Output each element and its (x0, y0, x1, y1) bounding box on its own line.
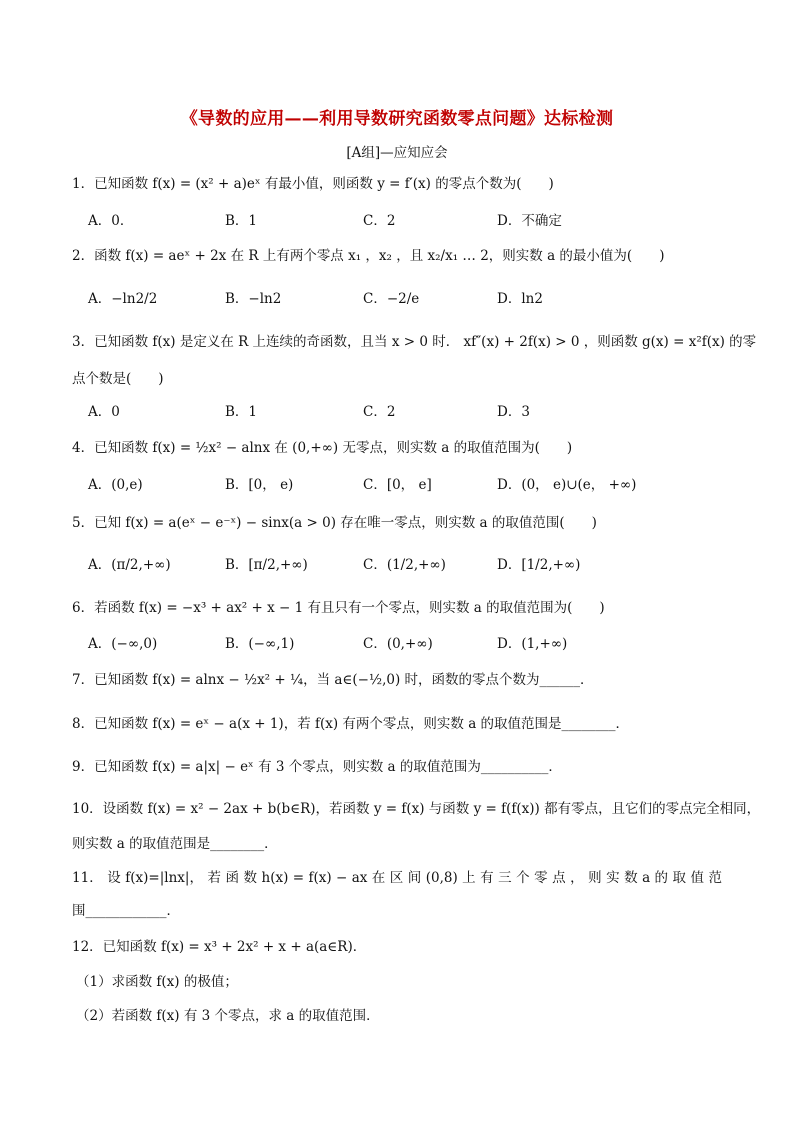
q4-option-a: A．(0,e) (88, 477, 143, 493)
group-label: [A组]—应知应会 (346, 145, 448, 161)
question-11: 11． 设 f(x)=|lnx|， 若 函 数 h(x) = f(x) − ax 在 区 间 (0,8) 上 有 三 个 零 点 ， 则 实 数 a 的 取 值 范 (72, 870, 722, 886)
question-10: 10．设函数 f(x) = x² − 2ax + b(b∈R)，若函数 y = f(x) 与函数 y = f(f(x)) 都有零点，且它们的零点完全相同， (72, 801, 761, 817)
q6-option-c: C．(0,+∞) (363, 636, 433, 652)
question-12-part-2: （2）若函数 f(x) 有 3 个零点，求 a 的取值范围． (76, 1008, 380, 1024)
q2-option-a: A．−ln2/2 (88, 291, 158, 307)
question-12: 12．已知函数 f(x) = x³ + 2x² + x + a(a∈R)． (72, 939, 367, 955)
q5-option-c: C．(1/2,+∞) (363, 557, 446, 573)
q4-option-c: C．[0， e] (363, 477, 432, 493)
q2-option-d: D．ln2 (497, 291, 543, 307)
q5-option-a: A．(π/2,+∞) (88, 557, 171, 573)
q4-option-d: D．(0， e)∪(e， +∞) (497, 477, 637, 493)
question-12-part-1: （1）求函数 f(x) 的极值； (76, 974, 238, 990)
question-5: 5．已知 f(x) = a(eˣ − e⁻ˣ) − sinx(a > 0) 存在唯一零点，则实数 a 的取值范围( ) (72, 515, 597, 531)
question-2: 2．函数 f(x) = aeˣ + 2x 在 R 上有两个零点 x₁ ，x₂ ，且 x₂/x₁ … 2，则实数 a 的最小值为( ) (72, 248, 665, 264)
q6-option-b: B．(−∞,1) (225, 636, 295, 652)
q1-option-d: D．不确定 (497, 213, 562, 229)
q3-option-a: A．0 (88, 404, 120, 420)
question-8: 8．已知函数 f(x) = eˣ − a(x + 1)，若 f(x) 有两个零点，则实数 a 的取值范围是________． (72, 716, 630, 732)
page-title: 《导数的应用——利用导数研究函数零点问题》达标检测 (180, 109, 614, 129)
question-3-cont: 点个数是( ) (72, 371, 164, 387)
q3-option-b: B．1 (225, 404, 258, 420)
q3-option-d: D．3 (497, 404, 530, 420)
q6-option-d: D．(1,+∞) (497, 636, 568, 652)
question-1: 1．已知函数 f(x) = (x² + a)eˣ 有最小值，则函数 y = f′(x) 的零点个数为( ) (72, 176, 554, 192)
q2-option-c: C．−2/e (363, 291, 420, 307)
q4-option-b: B．[0， e) (225, 477, 294, 493)
q1-option-a: A．0． (88, 213, 134, 229)
q5-option-d: D．[1/2,+∞) (497, 557, 581, 573)
q5-option-b: B．[π/2,+∞) (225, 557, 308, 573)
question-6: 6．若函数 f(x) = −x³ + ax² + x − 1 有且只有一个零点，则实数 a 的取值范围为( ) (72, 600, 605, 616)
question-10-cont: 则实数 a 的取值范围是________． (72, 836, 278, 852)
question-9: 9．已知函数 f(x) = a|x| − eˣ 有 3 个零点，则实数 a 的取值范围为__________． (72, 759, 562, 775)
q3-option-c: C．2 (363, 404, 396, 420)
question-7: 7．已知函数 f(x) = alnx − ½x² + ¼，当 a∈(−½,0) 时，函数的零点个数为______． (72, 672, 594, 688)
q6-option-a: A．(−∞,0) (88, 636, 158, 652)
q1-option-c: C．2 (363, 213, 396, 229)
q2-option-b: B．−ln2 (225, 291, 282, 307)
question-3: 3．已知函数 f(x) 是定义在 R 上连续的奇函数，且当 x > 0 时． xf″(x) + 2f(x) > 0 ，则函数 g(x) = x²f(x) 的零 (72, 334, 757, 350)
question-11-cont: 围____________． (72, 903, 180, 919)
q1-option-b: B．1 (225, 213, 258, 229)
question-4: 4．已知函数 f(x) = ½x² − alnx 在 (0,+∞) 无零点，则实数 a 的取值范围为( ) (72, 440, 573, 456)
